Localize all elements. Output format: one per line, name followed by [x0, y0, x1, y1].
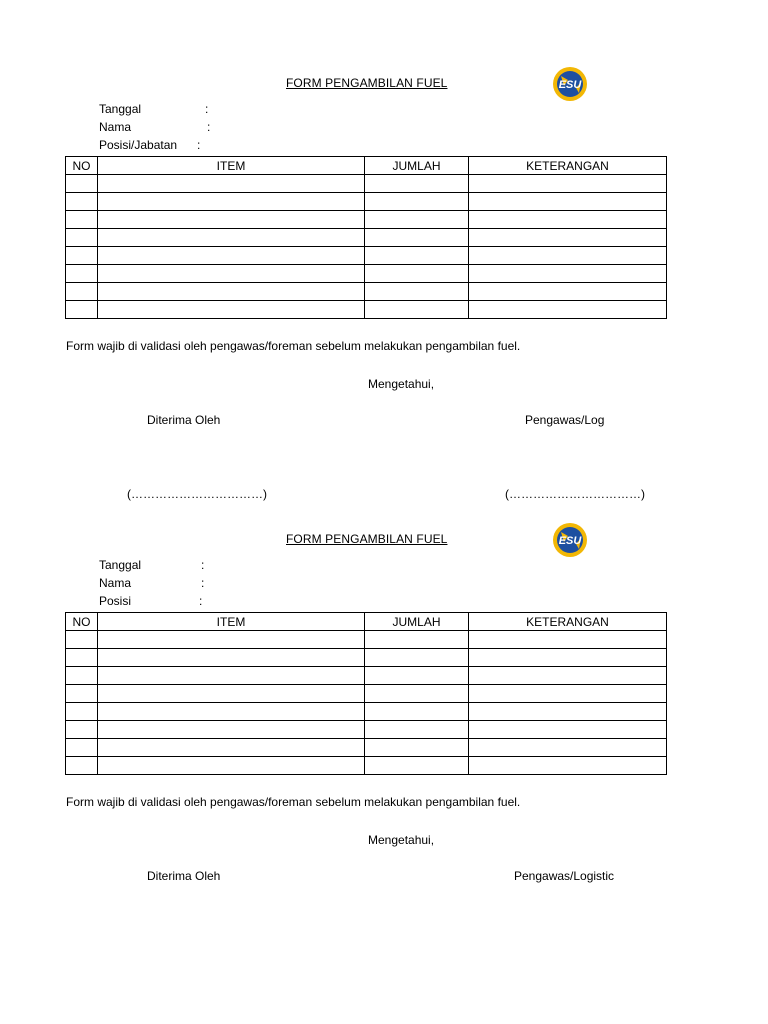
cell[interactable] [365, 211, 469, 229]
cell[interactable] [98, 685, 365, 703]
table-row [66, 283, 667, 301]
column-header-item: ITEM [98, 613, 365, 631]
fuel-items-table [65, 156, 667, 319]
cell[interactable] [98, 283, 365, 301]
field-colon: : [201, 558, 205, 572]
field-colon: : [201, 576, 205, 590]
cell[interactable] [66, 301, 98, 319]
cell[interactable] [98, 721, 365, 739]
cell[interactable] [98, 175, 365, 193]
cell[interactable] [98, 667, 365, 685]
cell[interactable] [365, 265, 469, 283]
cell[interactable] [365, 703, 469, 721]
column-header-no: NO [66, 157, 98, 175]
cell[interactable] [469, 631, 667, 649]
table-row [66, 175, 667, 193]
cell[interactable] [66, 229, 98, 247]
svg-text:ESU: ESU [558, 535, 582, 547]
table-row [66, 265, 667, 283]
field-tanggal [99, 102, 209, 116]
cell[interactable] [469, 703, 667, 721]
cell[interactable] [365, 301, 469, 319]
signature-line-left: (……………………………) [127, 487, 267, 501]
table-row [66, 757, 667, 775]
cell[interactable] [66, 193, 98, 211]
cell[interactable] [98, 265, 365, 283]
cell[interactable] [365, 193, 469, 211]
cell[interactable] [66, 739, 98, 757]
field-tanggal [99, 558, 205, 572]
table-row [66, 721, 667, 739]
cell[interactable] [469, 229, 667, 247]
cell[interactable] [365, 667, 469, 685]
column-header-item: ITEM [98, 157, 365, 175]
cell[interactable] [365, 649, 469, 667]
field-colon: : [199, 594, 203, 608]
cell[interactable] [66, 649, 98, 667]
cell[interactable] [469, 667, 667, 685]
cell[interactable] [365, 175, 469, 193]
cell[interactable] [98, 211, 365, 229]
cell[interactable] [365, 631, 469, 649]
table-row [66, 685, 667, 703]
table-row [66, 667, 667, 685]
cell[interactable] [365, 739, 469, 757]
table-header-row [66, 613, 667, 631]
cell[interactable] [469, 685, 667, 703]
cell[interactable] [365, 721, 469, 739]
cell[interactable] [469, 265, 667, 283]
acknowledged-label: Mengetahui, [368, 377, 435, 391]
field-label: Tanggal [99, 102, 142, 116]
cell[interactable] [66, 685, 98, 703]
cell[interactable] [66, 247, 98, 265]
field-posisi [99, 594, 203, 608]
cell[interactable] [98, 247, 365, 265]
column-header-jumlah: JUMLAH [365, 157, 469, 175]
cell[interactable] [66, 175, 98, 193]
table-row [66, 703, 667, 721]
field-label: Posisi/Jabatan [99, 138, 178, 152]
cell[interactable] [469, 175, 667, 193]
cell[interactable] [98, 739, 365, 757]
cell[interactable] [365, 229, 469, 247]
cell[interactable] [66, 265, 98, 283]
cell[interactable] [98, 631, 365, 649]
received-by-label: Diterima Oleh [147, 869, 221, 883]
cell[interactable] [469, 739, 667, 757]
table-row [66, 229, 667, 247]
cell[interactable] [98, 193, 365, 211]
supervisor-label: Pengawas/Logistic [514, 869, 615, 883]
table-row [66, 631, 667, 649]
cell[interactable] [66, 721, 98, 739]
company-logo [552, 522, 588, 558]
table-header-row [66, 157, 667, 175]
validation-note: Form wajib di validasi oleh pengawas/foreman sebelum melakukan pengambilan fuel. [66, 795, 521, 809]
cell[interactable] [365, 247, 469, 265]
column-header-keterangan: KETERANGAN [469, 157, 667, 175]
cell[interactable] [469, 757, 667, 775]
cell[interactable] [66, 631, 98, 649]
field-label: Nama [99, 120, 132, 134]
cell[interactable] [98, 229, 365, 247]
fuel-items-table [65, 612, 667, 775]
table-row [66, 247, 667, 265]
cell[interactable] [365, 283, 469, 301]
cell[interactable] [66, 211, 98, 229]
acknowledged-label: Mengetahui, [368, 833, 435, 847]
cell[interactable] [66, 703, 98, 721]
column-header-no: NO [66, 613, 98, 631]
cell[interactable] [66, 283, 98, 301]
field-colon: : [205, 102, 209, 116]
field-label: Tanggal [99, 558, 142, 572]
form-title: FORM PENGAMBILAN FUEL [286, 532, 448, 546]
field-label: Nama [99, 576, 132, 590]
cell[interactable] [365, 757, 469, 775]
cell[interactable] [365, 685, 469, 703]
cell[interactable] [469, 649, 667, 667]
field-colon: : [197, 138, 201, 152]
cell[interactable] [98, 301, 365, 319]
field-nama [99, 120, 211, 134]
table-row [66, 649, 667, 667]
validation-note: Form wajib di validasi oleh pengawas/foreman sebelum melakukan pengambilan fuel. [66, 339, 521, 353]
cell[interactable] [469, 283, 667, 301]
cell[interactable] [98, 649, 365, 667]
cell[interactable] [66, 757, 98, 775]
company-logo [552, 66, 588, 102]
svg-text:ESU: ESU [558, 79, 582, 91]
table-row [66, 193, 667, 211]
field-posisi-jabatan [99, 138, 201, 152]
field-colon: : [207, 120, 211, 134]
cell[interactable] [66, 667, 98, 685]
cell[interactable] [469, 247, 667, 265]
cell[interactable] [98, 703, 365, 721]
cell[interactable] [98, 757, 365, 775]
received-by-label: Diterima Oleh [147, 413, 221, 427]
supervisor-label: Pengawas/Log [525, 413, 605, 427]
cell[interactable] [469, 721, 667, 739]
column-header-keterangan: KETERANGAN [469, 613, 667, 631]
table-row [66, 739, 667, 757]
signature-line-right: (……………………………) [505, 487, 645, 501]
table-row [66, 211, 667, 229]
field-label: Posisi [99, 594, 132, 608]
cell[interactable] [469, 211, 667, 229]
cell[interactable] [469, 193, 667, 211]
column-header-jumlah: JUMLAH [365, 613, 469, 631]
form-title: FORM PENGAMBILAN FUEL [286, 76, 448, 90]
cell[interactable] [469, 301, 667, 319]
field-nama [99, 576, 205, 590]
table-row [66, 301, 667, 319]
